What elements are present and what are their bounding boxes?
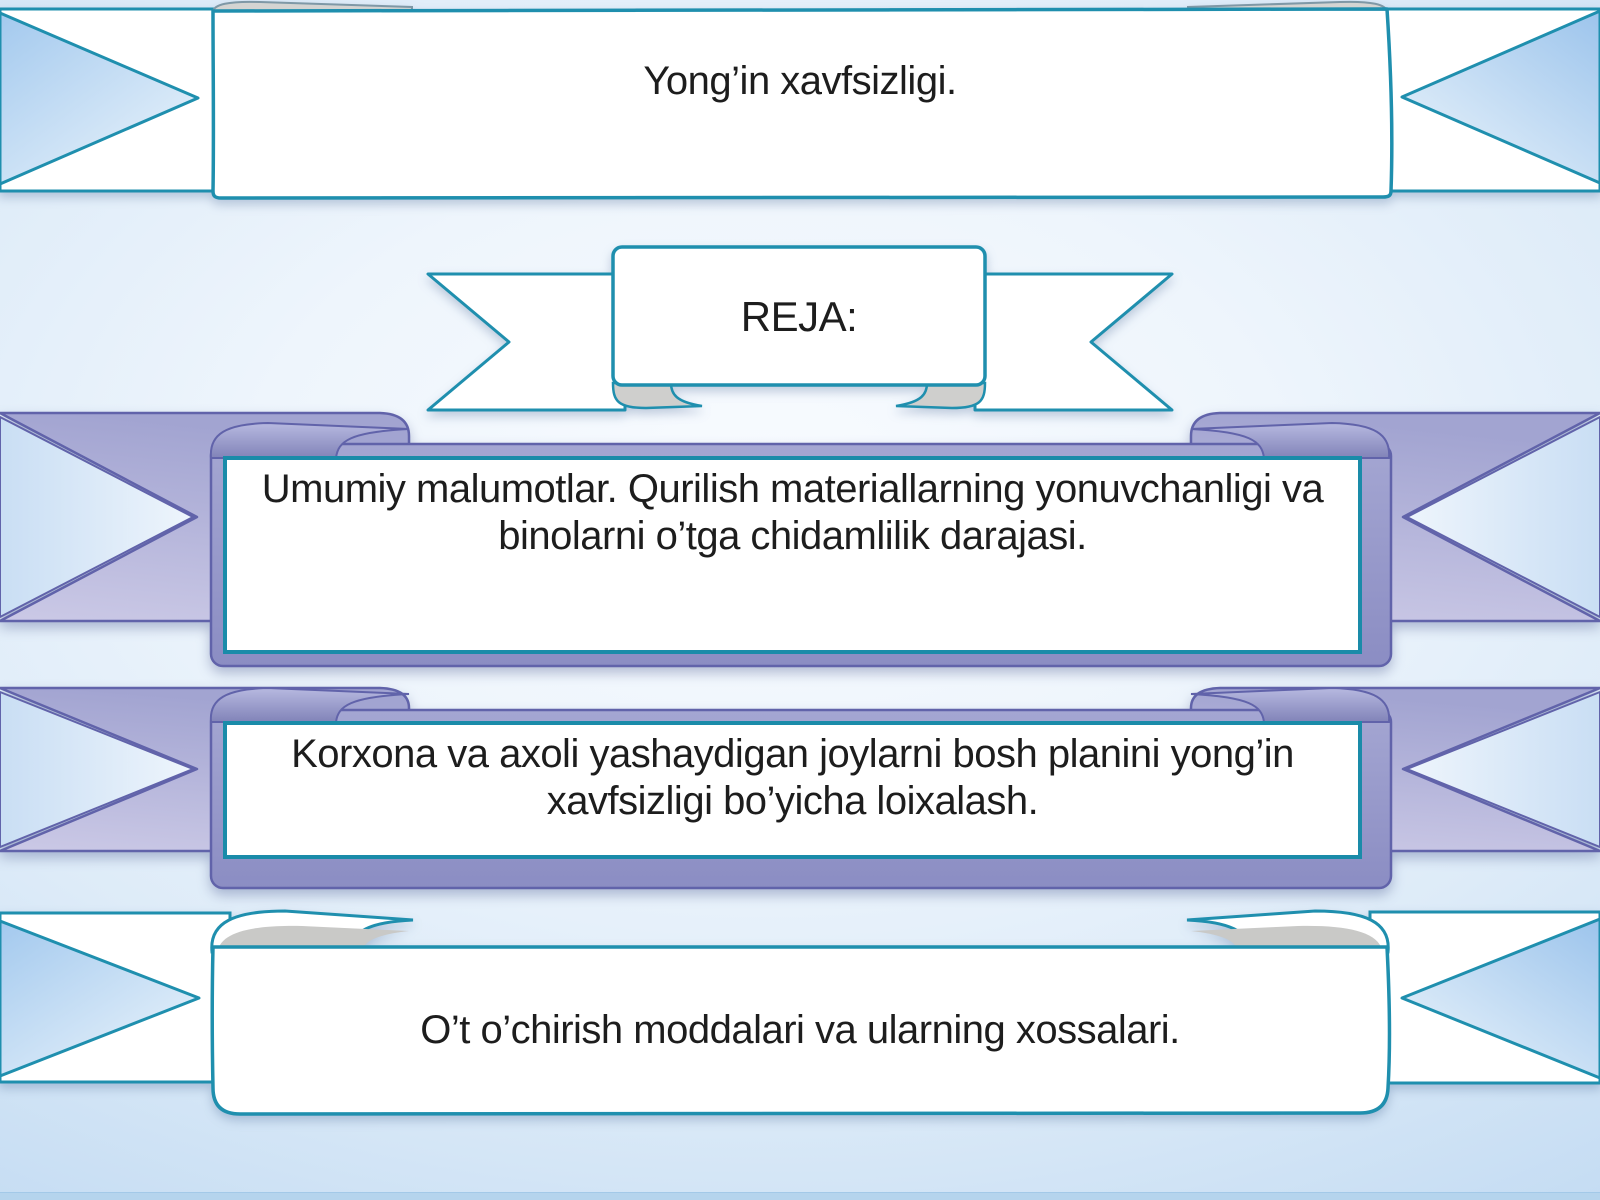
plan-right-wing: [975, 274, 1172, 410]
plan-left-wing: [428, 274, 625, 410]
title-banner-text: Yong’in xavfsizligi.: [643, 59, 957, 103]
slide-bottom-edge: [0, 1192, 1600, 1200]
plan-item-2-text: Korxona va axoli yashaydigan joylarni bosh planini yong’in xavfsizligi bo’yicha loixalash.: [291, 732, 1294, 823]
title-band: [213, 9, 1392, 198]
plan-item-3-text: O’t o’chirish moddalari va ularning xossalari.: [420, 1007, 1180, 1052]
plan-banner-text: REJA:: [740, 292, 858, 340]
plan-item-1-text: Umumiy malumotlar. Qurilish materiallarning yonuvchanligi va binolarni o’tga chidamlilik darajasi.: [261, 467, 1324, 558]
